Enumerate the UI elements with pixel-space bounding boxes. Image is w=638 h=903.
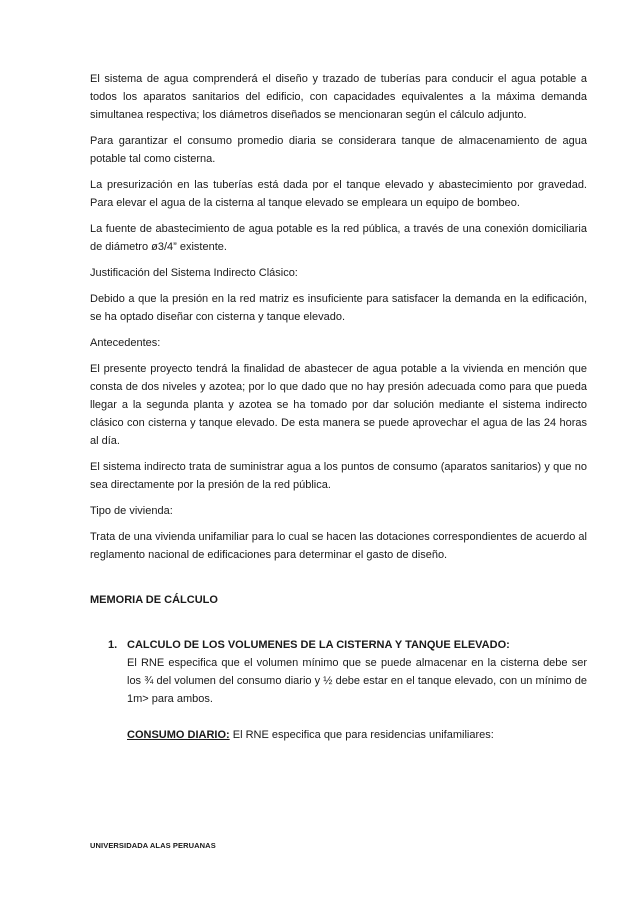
list-item-volumes bbox=[90, 636, 587, 744]
paragraph-pressurization: La presurización en las tuberías está dada por el tanque elevado y abastecimiento por gravedad. Para elevar el agua de la cisterna al tanque elevado se empleara un equipo de bombeo. bbox=[90, 179, 587, 209]
paragraph-water-source: La fuente de abastecimiento de agua potable es la red pública, a través de una conexión domiciliaria de diámetro ø3/4” existente. bbox=[90, 223, 587, 253]
paragraph-justification-heading: Justificación del Sistema Indirecto Clásico: bbox=[90, 267, 298, 279]
page-footer: UNIVERSIDADA ALAS PERUANAS bbox=[90, 841, 216, 850]
paragraph-background-heading: Antecedentes: bbox=[90, 337, 161, 349]
daily-consumption-text: El RNE especifica que para residencias unifamiliares: bbox=[229, 729, 494, 741]
paragraph-housing-type: Trata de una vivienda unifamiliar para lo cual se hacen las dotaciones correspondientes de acuerdo al reglamento nacional de edificaciones para determinar el gasto de diseño. bbox=[90, 531, 587, 561]
list-item-number: 1. bbox=[108, 639, 118, 651]
document-body bbox=[90, 70, 587, 744]
daily-consumption-label: CONSUMO DIARIO: bbox=[127, 729, 230, 741]
list-item-body: El RNE especifica que el volumen mínimo que se puede almacenar en la cisterna debe ser los ¾ del volumen del consumo diario y ½ debe estar en el tanque elevado, con un mínimo de 1m> para ambos. bbox=[127, 657, 587, 705]
paragraph-indirect-system: El sistema indirecto trata de suministrar agua a los puntos de consumo (aparatos sanitarios) y que no sea directamente por la presión de la red pública. bbox=[90, 461, 587, 491]
calculation-list bbox=[90, 636, 587, 744]
paragraph-storage: Para garantizar el consumo promedio diaria se considerara tanque de almacenamiento de agua potable tal como cisterna. bbox=[90, 135, 587, 165]
paragraph-housing-type-heading: Tipo de vivienda: bbox=[90, 505, 173, 517]
paragraph-water-system: El sistema de agua comprenderá el diseño y trazado de tuberías para conducir el agua potable a todos los aparatos sanitarios del edificio, con capacidades equivalentes a la máxima demanda simultanea respectiva; los diámetros diseñados se mencionaran según el cálculo adjunto. bbox=[90, 73, 587, 121]
paragraph-background: El presente proyecto tendrá la finalidad de abastecer de agua potable a la vivienda en mención que consta de dos niveles y azotea; por lo que dado que no hay presión adecuada como para que pueda llegar a la segunda planta y azotea se ha tomado por dar solución mediante el sistema indirecto clásico con cisterna y tanque elevado. De esta manera se puede aprovechar el agua de las 24 horas al día. bbox=[90, 363, 587, 447]
paragraph-justification: Debido a que la presión en la red matriz es insuficiente para satisfacer la demanda en la edificación, se ha optado diseñar con cisterna y tanque elevado. bbox=[90, 293, 587, 323]
section-title-calculation: MEMORIA DE CÁLCULO bbox=[90, 594, 218, 606]
daily-consumption-block bbox=[127, 726, 587, 744]
list-item-heading: CALCULO DE LOS VOLUMENES DE LA CISTERNA Y TANQUE ELEVADO: bbox=[127, 639, 510, 651]
